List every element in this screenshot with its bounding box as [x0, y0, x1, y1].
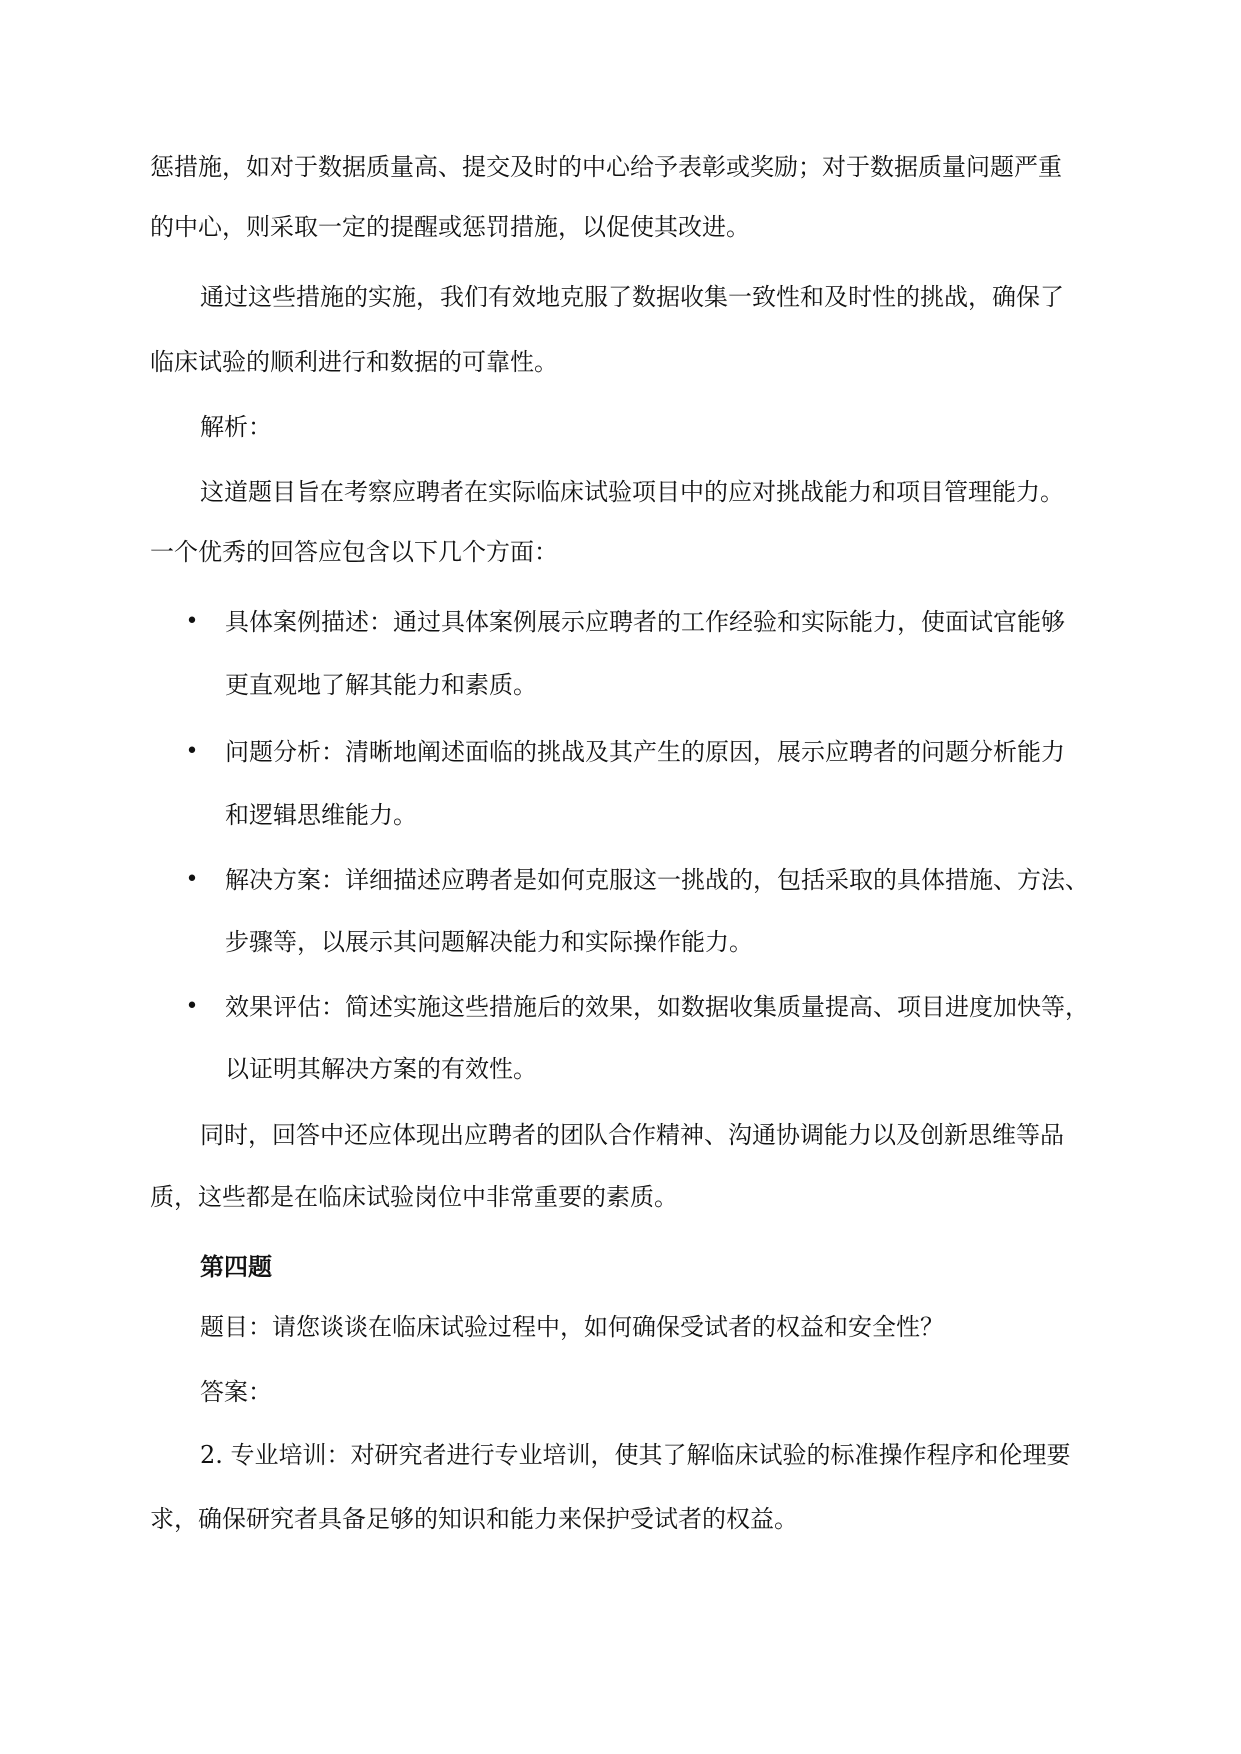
- text: 临床试验的顺利进行和数据的可靠性。: [150, 348, 558, 376]
- bullet-marker: •: [185, 994, 199, 1019]
- paragraph-line: [0, 1118, 1241, 1152]
- list-item: [0, 863, 1241, 897]
- text: 惩措施，如对于数据质量高、提交及时的中心给予表彰或奖励；对于数据质量问题严重: [150, 153, 1062, 181]
- paragraph-line: [0, 1502, 1241, 1536]
- text: 通过这些措施的实施，我们有效地克服了数据收集一致性和及时性的挑战，确保了: [200, 283, 1064, 311]
- list-item-text: 问题分析：清晰地阐述面临的挑战及其产生的原因，展示应聘者的问题分析能力: [225, 738, 1065, 766]
- section-title: 第四题: [200, 1253, 272, 1281]
- text: 同时，回答中还应体现出应聘者的团队合作精神、沟通协调能力以及创新思维等品: [200, 1121, 1064, 1149]
- text: 一个优秀的回答应包含以下几个方面：: [150, 538, 558, 566]
- bullet-marker: •: [185, 867, 199, 892]
- text: 质，这些都是在临床试验岗位中非常重要的素质。: [150, 1183, 678, 1211]
- text: 2. 专业培训：对研究者进行专业培训，使其了解临床试验的标准操作程序和伦理要: [200, 1441, 1071, 1469]
- paragraph-line: [0, 1180, 1241, 1214]
- paragraph-line: [0, 280, 1241, 314]
- list-item-continuation: [0, 668, 1241, 702]
- text: 这道题目旨在考察应聘者在实际临床试验项目中的应对挑战能力和项目管理能力。: [200, 478, 1064, 506]
- paragraph-line: [0, 1438, 1241, 1472]
- list-item-continuation: [0, 1052, 1241, 1086]
- paragraph-line: [0, 535, 1241, 569]
- list-item-text: 和逻辑思维能力。: [225, 801, 417, 829]
- question-text: 题目：请您谈谈在临床试验过程中，如何确保受试者的权益和安全性？: [200, 1313, 944, 1341]
- paragraph-line: [0, 150, 1241, 184]
- list-item: [0, 605, 1241, 639]
- list-item: [0, 990, 1241, 1024]
- list-item-continuation: [0, 798, 1241, 832]
- analysis-label-line: [0, 410, 1241, 444]
- paragraph-line: [0, 345, 1241, 379]
- question-line: [0, 1310, 1241, 1344]
- text: 求，确保研究者具备足够的知识和能力来保护受试者的权益。: [150, 1505, 798, 1533]
- list-item-text: 具体案例描述：通过具体案例展示应聘者的工作经验和实际能力，使面试官能够: [225, 608, 1065, 636]
- list-item-continuation: [0, 925, 1241, 959]
- section-title-line: [0, 1250, 1241, 1284]
- list-item: [0, 735, 1241, 769]
- analysis-label: 解析：: [200, 413, 272, 441]
- list-item-text: 效果评估：简述实施这些措施后的效果，如数据收集质量提高、项目进度加快等，: [225, 993, 1089, 1021]
- answer-label: 答案：: [200, 1378, 272, 1406]
- text: 的中心，则采取一定的提醒或惩罚措施，以促使其改进。: [150, 213, 750, 241]
- list-item-text: 解决方案：详细描述应聘者是如何克服这一挑战的，包括采取的具体措施、方法、: [225, 866, 1089, 894]
- list-item-text: 更直观地了解其能力和素质。: [225, 671, 537, 699]
- bullet-marker: •: [185, 609, 199, 634]
- list-item-text: 步骤等，以展示其问题解决能力和实际操作能力。: [225, 928, 753, 956]
- bullet-marker: •: [185, 739, 199, 764]
- paragraph-line: [0, 210, 1241, 244]
- paragraph-line: [0, 475, 1241, 509]
- list-item-text: 以证明其解决方案的有效性。: [225, 1055, 537, 1083]
- answer-label-line: [0, 1375, 1241, 1409]
